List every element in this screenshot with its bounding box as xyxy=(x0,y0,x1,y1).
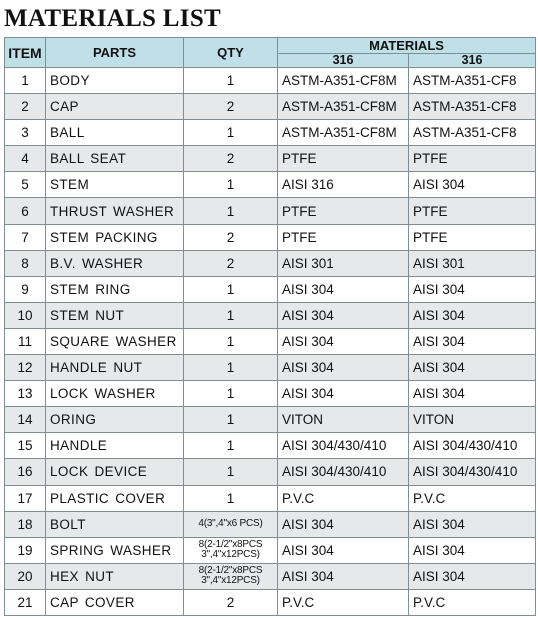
cell-item: 4 xyxy=(5,146,46,172)
cell-quantity: 2 xyxy=(184,94,278,120)
table-row xyxy=(5,433,536,459)
table-row xyxy=(5,563,536,589)
cell-part-name: BALL SEAT xyxy=(46,146,184,172)
cell-item: 7 xyxy=(5,224,46,250)
table-row xyxy=(5,302,536,328)
cell-quantity: 1 xyxy=(184,276,278,302)
cell-item: 20 xyxy=(5,563,46,589)
cell-quantity: 1 xyxy=(184,120,278,146)
cell-part-name: SQUARE WASHER xyxy=(46,328,184,354)
table-row xyxy=(5,511,536,537)
cell-material-1: AISI 304 xyxy=(278,563,409,589)
cell-part-name: B.V. WASHER xyxy=(46,250,184,276)
cell-item: 1 xyxy=(5,68,46,94)
cell-item: 15 xyxy=(5,433,46,459)
table-row xyxy=(5,172,536,198)
cell-item: 13 xyxy=(5,381,46,407)
cell-material-2: VITON xyxy=(409,407,536,433)
cell-material-2: P.V.C xyxy=(409,589,536,615)
cell-item: 10 xyxy=(5,302,46,328)
cell-material-1: AISI 304 xyxy=(278,537,409,563)
cell-part-name: STEM xyxy=(46,172,184,198)
cell-item: 17 xyxy=(5,485,46,511)
table-row xyxy=(5,198,536,224)
cell-quantity: 1 xyxy=(184,433,278,459)
cell-item: 5 xyxy=(5,172,46,198)
cell-material-2: AISI 304 xyxy=(409,172,536,198)
table-row xyxy=(5,381,536,407)
cell-item: 8 xyxy=(5,250,46,276)
cell-part-name: STEM NUT xyxy=(46,302,184,328)
cell-material-2: AISI 304 xyxy=(409,537,536,563)
cell-quantity: 1 xyxy=(184,198,278,224)
cell-material-2: P.V.C xyxy=(409,485,536,511)
cell-part-name: BODY xyxy=(46,68,184,94)
cell-item: 12 xyxy=(5,355,46,381)
cell-material-2: AISI 301 xyxy=(409,250,536,276)
cell-quantity: 1 xyxy=(184,381,278,407)
cell-material-2: PTFE xyxy=(409,224,536,250)
table-body xyxy=(5,68,536,616)
cell-material-1: P.V.C xyxy=(278,485,409,511)
header-materials: MATERIALS xyxy=(278,38,536,54)
cell-material-2: AISI 304 xyxy=(409,302,536,328)
cell-material-2: AISI 304 xyxy=(409,511,536,537)
cell-part-name: STEM RING xyxy=(46,276,184,302)
table-row xyxy=(5,485,536,511)
cell-quantity: 2 xyxy=(184,250,278,276)
cell-part-name: STEM PACKING xyxy=(46,224,184,250)
table-row xyxy=(5,68,536,94)
cell-quantity: 2 xyxy=(184,589,278,615)
cell-part-name: CAP COVER xyxy=(46,589,184,615)
cell-part-name: LOCK WASHER xyxy=(46,381,184,407)
cell-quantity: 1 xyxy=(184,459,278,485)
cell-material-2: ASTM-A351-CF8 xyxy=(409,94,536,120)
table-row xyxy=(5,146,536,172)
cell-part-name: SPRING WASHER xyxy=(46,537,184,563)
cell-material-1: AISI 304/430/410 xyxy=(278,459,409,485)
cell-material-1: ASTM-A351-CF8M xyxy=(278,94,409,120)
cell-material-2: AISI 304 xyxy=(409,328,536,354)
cell-material-1: VITON xyxy=(278,407,409,433)
cell-material-1: AISI 304 xyxy=(278,381,409,407)
cell-part-name: BALL xyxy=(46,120,184,146)
cell-item: 3 xyxy=(5,120,46,146)
cell-material-2: AISI 304 xyxy=(409,276,536,302)
cell-item: 6 xyxy=(5,198,46,224)
table-row xyxy=(5,94,536,120)
header-grade-2: 316 xyxy=(409,54,536,68)
cell-material-1: AISI 316 xyxy=(278,172,409,198)
cell-quantity: 1 xyxy=(184,68,278,94)
cell-material-2: AISI 304 xyxy=(409,563,536,589)
table-header xyxy=(5,38,536,68)
cell-quantity: 1 xyxy=(184,172,278,198)
cell-quantity: 1 xyxy=(184,485,278,511)
cell-quantity: 1 xyxy=(184,302,278,328)
cell-material-1: AISI 304 xyxy=(278,355,409,381)
cell-material-1: PTFE xyxy=(278,146,409,172)
table-row xyxy=(5,250,536,276)
header-parts: PARTS xyxy=(46,38,184,68)
table-row xyxy=(5,276,536,302)
cell-item: 14 xyxy=(5,407,46,433)
cell-quantity: 2 xyxy=(184,146,278,172)
cell-item: 21 xyxy=(5,589,46,615)
cell-part-name: HEX NUT xyxy=(46,563,184,589)
cell-part-name: CAP xyxy=(46,94,184,120)
cell-quantity: 8(2-1/2"x8PCS 3",4"x12PCS) xyxy=(184,563,278,589)
cell-material-2: AISI 304 xyxy=(409,381,536,407)
cell-part-name: THRUST WASHER xyxy=(46,198,184,224)
table-row xyxy=(5,355,536,381)
cell-quantity: 1 xyxy=(184,328,278,354)
materials-table xyxy=(4,37,536,616)
cell-item: 9 xyxy=(5,276,46,302)
cell-part-name: LOCK DEVICE xyxy=(46,459,184,485)
cell-item: 18 xyxy=(5,511,46,537)
header-item: ITEM xyxy=(5,38,46,68)
cell-material-2: AISI 304/430/410 xyxy=(409,459,536,485)
cell-material-2: ASTM-A351-CF8 xyxy=(409,68,536,94)
cell-material-1: AISI 304 xyxy=(278,276,409,302)
cell-quantity: 1 xyxy=(184,355,278,381)
cell-item: 16 xyxy=(5,459,46,485)
table-row xyxy=(5,537,536,563)
table-row xyxy=(5,224,536,250)
cell-part-name: HANDLE xyxy=(46,433,184,459)
header-qty: QTY xyxy=(184,38,278,68)
cell-material-2: AISI 304 xyxy=(409,355,536,381)
cell-quantity: 2 xyxy=(184,224,278,250)
cell-material-1: ASTM-A351-CF8M xyxy=(278,120,409,146)
cell-material-1: P.V.C xyxy=(278,589,409,615)
cell-material-1: AISI 304 xyxy=(278,511,409,537)
cell-part-name: PLASTIC COVER xyxy=(46,485,184,511)
cell-material-1: PTFE xyxy=(278,224,409,250)
header-grade-1: 316 xyxy=(278,54,409,68)
cell-material-1: ASTM-A351-CF8M xyxy=(278,68,409,94)
cell-material-1: PTFE xyxy=(278,198,409,224)
cell-material-2: PTFE xyxy=(409,146,536,172)
cell-material-1: AISI 304/430/410 xyxy=(278,433,409,459)
cell-quantity: 8(2-1/2"x8PCS 3",4"x12PCS) xyxy=(184,537,278,563)
cell-material-1: AISI 304 xyxy=(278,328,409,354)
cell-quantity: 4(3",4"x6 PCS) xyxy=(184,511,278,537)
cell-material-1: AISI 301 xyxy=(278,250,409,276)
cell-material-1: AISI 304 xyxy=(278,302,409,328)
cell-material-2: AISI 304/430/410 xyxy=(409,433,536,459)
cell-quantity: 1 xyxy=(184,407,278,433)
cell-item: 11 xyxy=(5,328,46,354)
table-row xyxy=(5,407,536,433)
table-row xyxy=(5,589,536,615)
cell-item: 19 xyxy=(5,537,46,563)
cell-material-2: ASTM-A351-CF8 xyxy=(409,120,536,146)
cell-item: 2 xyxy=(5,94,46,120)
cell-material-2: PTFE xyxy=(409,198,536,224)
page-title: MATERIALS LIST xyxy=(4,5,221,32)
table-row xyxy=(5,328,536,354)
cell-part-name: HANDLE NUT xyxy=(46,355,184,381)
table-row xyxy=(5,459,536,485)
cell-part-name: BOLT xyxy=(46,511,184,537)
table-row xyxy=(5,120,536,146)
cell-part-name: ORING xyxy=(46,407,184,433)
